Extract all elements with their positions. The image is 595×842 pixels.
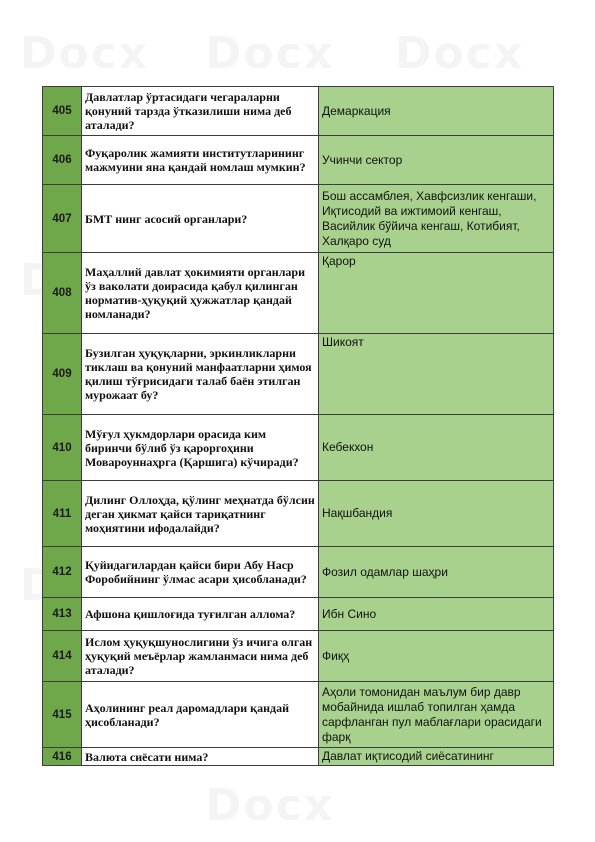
table-row (43, 334, 554, 415)
question-cell: Афшона қишлоғида туғилган аллома? (82, 598, 319, 631)
row-number: 406 (43, 136, 82, 185)
answer-cell: Фозил одамлар шаҳри (319, 547, 554, 598)
row-number: 414 (43, 631, 82, 682)
table-row (43, 136, 554, 185)
row-number: 415 (43, 682, 82, 748)
question-cell: Ислом ҳуқуқшунослигини ўз ичига олган ҳуқуқий меъёрлар жамланмаси нима деб аталади? (82, 631, 319, 682)
answer-cell: Қарор (319, 253, 554, 334)
question-cell: Бузилган ҳуқуқларни, эркинликларни тиклаш ва қонуний манфаатларни ҳимоя қилиш тўғрисидаги талаб баён этилган мурожаат бу? (82, 334, 319, 415)
question-cell: Мўғул ҳукмдорлари орасида ким биринчи бўлиб ўз қароргоҳини Мовароуннаҳрга (Қаршига) кўчиради? (82, 415, 319, 481)
watermark (20, 28, 149, 79)
question-cell: Қуйидагилардан қайси бири Абу Наср Форобийнинг ўлмас асари ҳисобланади? (82, 547, 319, 598)
table-row (43, 682, 554, 748)
table-row (43, 481, 554, 547)
answer-cell: Бош ассамблея, Хавфсизлик кенгаши, Иқтисодий ва ижтимоий кенгаш, Васийлик бўйича кенгаш, Котибият, Халқаро суд (319, 185, 554, 253)
row-number: 408 (43, 253, 82, 334)
row-number: 413 (43, 598, 82, 631)
row-number: 416 (43, 748, 82, 766)
answer-cell: Шикоят (319, 334, 554, 415)
answer-cell: Аҳоли томонидан маълум бир давр мобайнида ишлаб топилган ҳамда сарфланган пул маблағлари орасидаги фарқ (319, 682, 554, 748)
question-cell: Аҳолининг реал даромадлари қандай ҳисобланади? (82, 682, 319, 748)
questions-table (42, 86, 554, 766)
question-cell: Маҳаллий давлат ҳокимияти органлари ўз ваколати доирасида қабул қилинган норматив-ҳуқуқий ҳужжатлар қандай номланади? (82, 253, 319, 334)
answer-cell: Фиқҳ (319, 631, 554, 682)
answer-cell: Нақшбандия (319, 481, 554, 547)
table-row (43, 253, 554, 334)
row-number: 411 (43, 481, 82, 547)
answer-cell: Ибн Сино (319, 598, 554, 631)
row-number: 405 (43, 87, 82, 136)
table-row (43, 631, 554, 682)
question-cell: Дилинг Оллоҳда, қўлинг меҳнатда бўлсин деган ҳикмат қайси тариқатнинг моҳиятини ифодалайди? (82, 481, 319, 547)
watermark (395, 28, 524, 79)
question-cell: Валюта сиёсати нима? (82, 748, 319, 766)
row-number: 407 (43, 185, 82, 253)
answer-cell: Кебекхон (319, 415, 554, 481)
table-row (43, 87, 554, 136)
row-number: 409 (43, 334, 82, 415)
answer-cell: Давлат иқтисодий сиёсатининг (319, 748, 554, 766)
table-row (43, 598, 554, 631)
answer-cell: Демаркация (319, 87, 554, 136)
table-row (43, 547, 554, 598)
row-number: 410 (43, 415, 82, 481)
answer-cell: Учинчи сектор (319, 136, 554, 185)
table-row (43, 415, 554, 481)
row-number: 412 (43, 547, 82, 598)
table-row (43, 185, 554, 253)
table-row (43, 748, 554, 766)
question-cell: Давлатлар ўртасидаги чегараларни қонуний тарзда ўтказилиши нима деб аталади? (82, 87, 319, 136)
question-cell: БМТ нинг асосий органлари? (82, 185, 319, 253)
watermark (205, 780, 334, 831)
question-cell: Фуқаролик жамияти институтларининг мажмуини яна қандай номлаш мумкин? (82, 136, 319, 185)
watermark (205, 28, 334, 79)
